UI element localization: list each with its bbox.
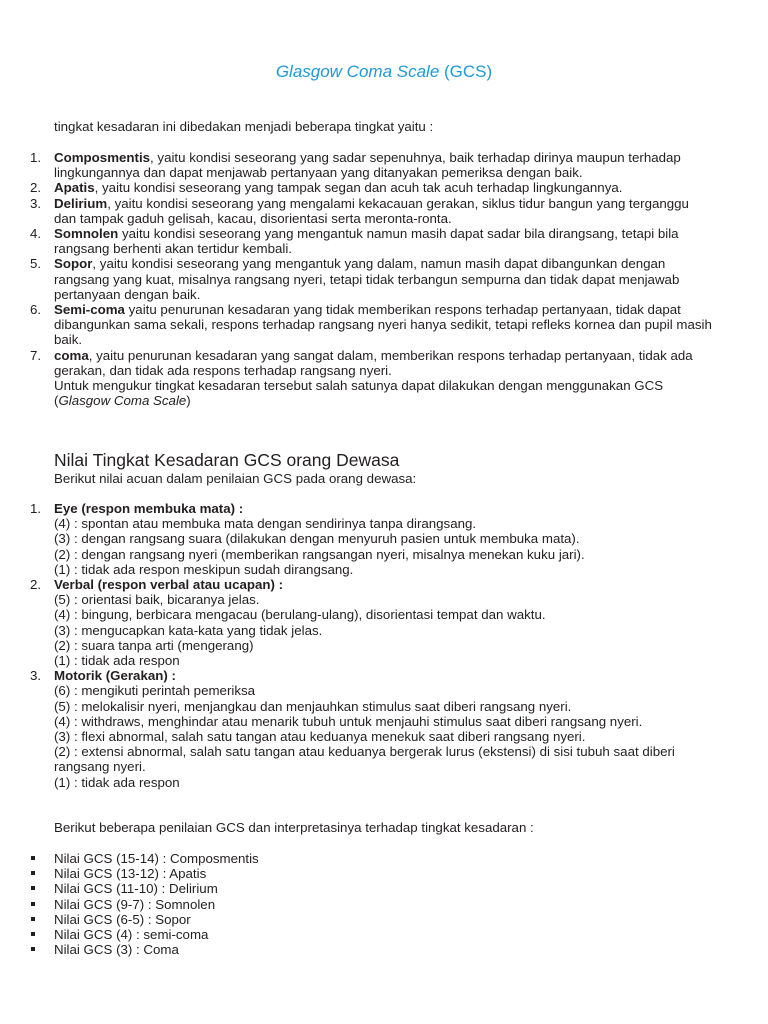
consciousness-levels-list xyxy=(0,150,768,408)
intro-text: tingkat kesadaran ini dibedakan menjadi beberapa tingkat yaitu : xyxy=(54,119,434,134)
square-bullet-icon xyxy=(31,932,35,936)
square-bullet-icon xyxy=(31,886,35,890)
criteria-option: (2) : suara tanpa arti (mengerang) xyxy=(54,637,254,653)
list-number: 1. xyxy=(30,150,42,165)
interpretation-text: Nilai GCS (4) : semi-coma xyxy=(54,927,209,943)
interpretation-text: Nilai GCS (13-12) : Apatis xyxy=(54,866,207,882)
criteria-item-verbal xyxy=(0,577,724,668)
criteria-heading: Eye (respon membuka mata) : xyxy=(54,501,244,516)
list-item xyxy=(0,180,714,195)
level-term: Semi-coma xyxy=(54,302,125,318)
criteria-option: (1) : tidak ada respon meskipun sudah dirangsang. xyxy=(54,561,354,577)
list-number: 1. xyxy=(30,501,42,516)
list-number: 6. xyxy=(30,302,42,318)
criteria-option: (4) : bingung, berbicara mengacau (berulang-ulang), disorientasi tempat dan waktu. xyxy=(54,607,546,623)
criteria-heading: Motorik (Gerakan) : xyxy=(54,668,176,684)
level-description: , yaitu penurunan kesadaran yang sangat dalam, memberikan respons terhadap pertanyaan, tidak ada gerakan, dan tidak ada respons terhadap rangsang nyeri. xyxy=(54,347,693,378)
criteria-option: (2) : extensi abnormal, salah satu tangan atau keduanya bergerak lurus (ekstensi) di sisi tubuh saat diberi rangsang nyeri. xyxy=(54,744,675,775)
interpretation-text: Nilai GCS (3) : Coma xyxy=(54,942,179,958)
level-term: Somnolen xyxy=(54,226,119,242)
list-number: 7. xyxy=(30,347,42,363)
criteria-option: (2) : dengan rangsang nyeri (memberikan rangsangan nyeri, misalnya menekan kuku jari). xyxy=(54,546,585,562)
title-italic: Glasgow Coma Scale xyxy=(275,62,440,81)
list-item xyxy=(0,912,259,927)
interpretation-text: Nilai GCS (15-14) : Composmentis xyxy=(54,851,259,866)
interpretation-text: Nilai GCS (6-5) : Sopor xyxy=(54,911,191,927)
interpretation-list xyxy=(0,851,259,957)
level-term: Composmentis xyxy=(54,150,151,165)
level-description: , yaitu kondisi seseorang yang tampak segan dan acuh tak acuh terhadap lingkungannya. xyxy=(94,180,623,196)
closing-text: Untuk mengukur tingkat kesadaran tersebut salah satunya dapat dilakukan dengan menggunakan GCS ( xyxy=(54,378,664,409)
list-item xyxy=(0,302,714,348)
interpretation-intro: Berikut beberapa penilaian GCS dan interpretasinya terhadap tingkat kesadaran : xyxy=(54,820,534,835)
criteria-option: (3) : flexi abnormal, salah satu tangan atau keduanya menekuk saat diberi rangsang nyeri. xyxy=(54,729,586,745)
square-bullet-icon xyxy=(31,917,35,921)
criteria-option: (3) : dengan rangsang suara (dilakukan dengan menyuruh pasien untuk membuka mata). xyxy=(54,531,580,547)
section-heading: Nilai Tingkat Kesadaran GCS orang Dewasa xyxy=(54,450,400,470)
list-item xyxy=(0,897,259,912)
list-number: 2. xyxy=(30,180,42,196)
list-number: 2. xyxy=(30,577,42,593)
level-description: , yaitu kondisi seseorang yang mengalami kekacauan gerakan, siklus tidur bangun yang terganggu dan tampak gaduh gelisah, kacau, disorientasi serta meronta-ronta. xyxy=(54,195,689,226)
closing-paragraph xyxy=(0,378,714,408)
list-item xyxy=(0,881,259,896)
level-description: yaitu penurunan kesadaran yang tidak memberikan respons terhadap pertanyaan, tidak dapat dibangunkan sama sekali, respons terhadap rangsang nyeri hanya sedikit, tetapi refleks kornea dan pupil masih baik. xyxy=(54,302,712,348)
interpretation-text: Nilai GCS (11-10) : Delirium xyxy=(54,881,218,897)
criteria-option: (4) : spontan atau membuka mata dengan sendirinya tanpa dirangsang. xyxy=(54,516,477,532)
criteria-option: (3) : mengucapkan kata-kata yang tidak jelas. xyxy=(54,622,323,638)
list-number: 3. xyxy=(30,668,42,684)
level-term: Delirium xyxy=(54,195,108,211)
criteria-item-eye xyxy=(0,501,724,577)
list-item xyxy=(0,942,259,957)
criteria-option: (6) : mengikuti perintah pemeriksa xyxy=(54,683,256,699)
interpretation-text: Nilai GCS (9-7) : Somnolen xyxy=(54,896,216,912)
criteria-heading: Verbal (respon verbal atau ucapan) : xyxy=(54,577,284,593)
level-term: coma xyxy=(54,347,89,363)
list-number: 5. xyxy=(30,256,42,272)
list-item xyxy=(0,150,714,180)
criteria-option: (1) : tidak ada respon xyxy=(54,653,180,669)
level-term: Sopor xyxy=(54,256,93,272)
square-bullet-icon xyxy=(31,871,35,875)
list-item xyxy=(0,348,714,378)
square-bullet-icon xyxy=(31,856,35,860)
closing-end: ) xyxy=(186,393,191,409)
criteria-option: (4) : withdraws, menghindar atau menarik tubuh untuk menjauhi stimulus saat diberi rangsang nyeri. xyxy=(54,713,643,729)
section-intro: Berikut nilai acuan dalam penilaian GCS pada orang dewasa: xyxy=(54,471,417,486)
gcs-criteria-list xyxy=(0,501,768,790)
page-title xyxy=(0,62,768,82)
square-bullet-icon xyxy=(31,947,35,951)
list-item xyxy=(0,226,714,256)
level-description: , yaitu kondisi seseorang yang mengantuk yang dalam, namun masih dapat dibangunkan dengan rangsang yang kuat, misalnya rangsang nyeri, tetapi tidak terbangun sempurna dan tidak dapat menjawab pertanyaan dengan baik. xyxy=(54,256,680,302)
closing-italic: Glasgow Coma Scale xyxy=(58,393,187,409)
list-item xyxy=(0,866,259,881)
list-item xyxy=(0,196,714,226)
list-number: 4. xyxy=(30,226,42,242)
square-bullet-icon xyxy=(31,902,35,906)
level-description: yaitu kondisi seseorang yang mengantuk namun masih dapat sadar bila dirangsang, tetapi bila rangsang berhenti akan tertidur kembali. xyxy=(54,226,679,257)
criteria-option: (1) : tidak ada respon xyxy=(54,774,180,790)
criteria-option: (5) : orientasi baik, bicaranya jelas. xyxy=(54,592,260,608)
list-item xyxy=(0,927,259,942)
level-term: Apatis xyxy=(54,180,95,196)
level-description: , yaitu kondisi seseorang yang sadar sepenuhnya, baik terhadap dirinya maupun terhadap lingkungannya dan dapat menjawab pertanyaan yang ditanyakan pemeriksa dengan baik. xyxy=(54,150,681,181)
criteria-option: (5) : melokalisir nyeri, menjangkau dan menjauhkan stimulus saat diberi rangsang nyeri. xyxy=(54,698,572,714)
criteria-item-motorik xyxy=(0,668,724,790)
title-suffix: (GCS) xyxy=(439,62,493,81)
list-item xyxy=(0,851,259,866)
list-number: 3. xyxy=(30,195,42,211)
list-item xyxy=(0,256,714,302)
